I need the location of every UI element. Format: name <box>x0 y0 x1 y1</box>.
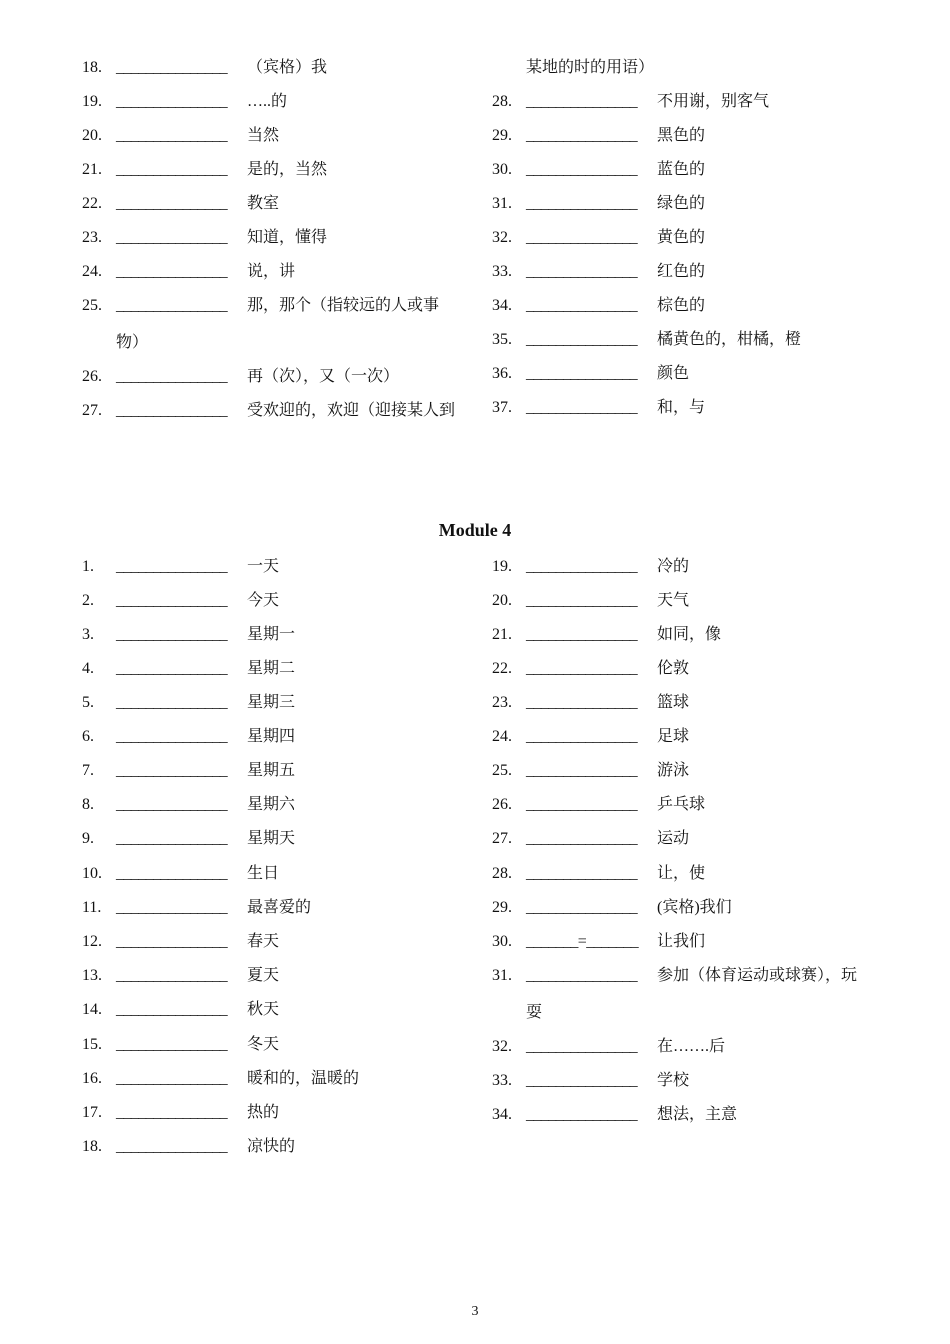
item-number: 17. <box>82 1104 102 1121</box>
item-meaning: 游泳 <box>657 762 690 779</box>
item-number: 36. <box>492 365 512 382</box>
item-number: 33. <box>492 263 512 280</box>
item-number: 16. <box>82 1070 102 1087</box>
item-number: 25. <box>492 762 512 779</box>
item-meaning: 一天 <box>247 558 280 575</box>
item-meaning: 足球 <box>657 728 690 745</box>
answer-blank[interactable]: _______________ <box>526 830 638 847</box>
item-number: 32. <box>492 1038 512 1055</box>
item-meaning: 颜色 <box>657 365 690 382</box>
item-meaning: 星期一 <box>247 626 296 643</box>
item-meaning: 绿色的 <box>657 195 706 212</box>
item-number: 32. <box>492 229 512 246</box>
item-number: 19. <box>82 93 102 110</box>
answer-blank[interactable]: _______________ <box>116 195 228 212</box>
item-meaning: 伦敦 <box>657 660 690 677</box>
answer-blank[interactable]: _______________ <box>116 1138 228 1155</box>
answer-blank[interactable]: _______________ <box>116 967 228 984</box>
answer-blank[interactable]: _______________ <box>116 1001 228 1018</box>
item-meaning: 秋天 <box>247 1001 280 1018</box>
answer-blank[interactable]: _______________ <box>526 93 638 110</box>
item-number: 31. <box>492 195 512 212</box>
item-meaning: 春天 <box>247 933 280 950</box>
page-number: 3 <box>471 1304 479 1319</box>
item-meaning: 冷的 <box>657 558 690 575</box>
answer-blank[interactable]: _______________ <box>116 297 228 314</box>
answer-blank[interactable]: _______________ <box>526 1038 638 1055</box>
item-meaning: 星期五 <box>247 762 296 779</box>
item-number: 20. <box>82 127 102 144</box>
item-meaning-continued: 物） <box>116 334 149 351</box>
answer-blank[interactable]: _______________ <box>526 195 638 212</box>
item-meaning: 当然 <box>247 127 280 144</box>
item-meaning: 夏天 <box>247 967 280 984</box>
answer-blank[interactable]: _______________ <box>116 1070 228 1087</box>
item-number: 25. <box>82 297 102 314</box>
item-meaning: 最喜爱的 <box>247 899 312 916</box>
item-number: 11. <box>82 899 102 916</box>
item-number: 6. <box>82 728 94 745</box>
item-meaning: 知道，懂得 <box>247 229 328 246</box>
item-meaning: 运动 <box>657 830 690 847</box>
answer-blank[interactable]: _______________ <box>526 229 638 246</box>
item-number: 21. <box>82 161 102 178</box>
answer-blank[interactable]: _______________ <box>526 263 638 280</box>
answer-blank[interactable]: _______________ <box>116 830 228 847</box>
item-number: 34. <box>492 1106 512 1123</box>
item-meaning: 和，与 <box>657 399 706 416</box>
item-number: 8. <box>82 796 94 813</box>
answer-blank[interactable]: _______________ <box>116 402 228 419</box>
answer-blank[interactable]: _______________ <box>526 558 638 575</box>
answer-blank[interactable]: _______________ <box>526 626 638 643</box>
answer-blank[interactable]: _______________ <box>526 762 638 779</box>
answer-blank[interactable]: _______________ <box>526 399 638 416</box>
item-number: 22. <box>82 195 102 212</box>
item-meaning: (宾格)我们 <box>657 899 732 916</box>
item-number: 27. <box>82 402 102 419</box>
answer-blank[interactable]: _______________ <box>526 728 638 745</box>
item-number: 14. <box>82 1001 102 1018</box>
answer-blank[interactable]: _______________ <box>526 592 638 609</box>
item-meaning: 乒乓球 <box>657 796 706 813</box>
item-meaning-continued: 某地的时的用语） <box>526 59 655 76</box>
item-number: 9. <box>82 830 94 847</box>
answer-blank[interactable]: _______________ <box>526 967 638 984</box>
answer-blank[interactable]: _______________ <box>116 1036 228 1053</box>
item-meaning: 热的 <box>247 1104 280 1121</box>
answer-blank[interactable]: _______________ <box>116 592 228 609</box>
item-number: 30. <box>492 161 512 178</box>
item-meaning: 教室 <box>247 195 280 212</box>
item-number: 18. <box>82 59 102 76</box>
answer-blank[interactable]: _______________ <box>526 660 638 677</box>
item-number: 33. <box>492 1072 512 1089</box>
item-meaning: 星期六 <box>247 796 296 813</box>
answer-blank[interactable]: _______________ <box>116 660 228 677</box>
answer-blank[interactable]: _______________ <box>116 263 228 280</box>
item-meaning: 想法，主意 <box>657 1106 738 1123</box>
item-number: 21. <box>492 626 512 643</box>
item-number: 19. <box>492 558 512 575</box>
answer-blank[interactable]: _______________ <box>526 127 638 144</box>
module-title: Module 4 <box>438 520 512 540</box>
answer-blank[interactable]: _______________ <box>116 59 228 76</box>
item-number: 28. <box>492 865 512 882</box>
answer-blank[interactable]: _______________ <box>526 161 638 178</box>
answer-blank[interactable]: _______________ <box>116 899 228 916</box>
answer-blank[interactable]: _______________ <box>526 1106 638 1123</box>
item-meaning: 再（次），又（一次） <box>247 368 400 385</box>
item-meaning: 不用谢，别客气 <box>657 93 770 110</box>
item-number: 20. <box>492 592 512 609</box>
item-number: 34. <box>492 297 512 314</box>
item-number: 27. <box>492 830 512 847</box>
item-number: 28. <box>492 93 512 110</box>
item-number: 1. <box>82 558 94 575</box>
item-meaning: 暖和的，温暖的 <box>247 1070 360 1087</box>
item-meaning: 冬天 <box>247 1036 280 1053</box>
item-meaning: 如同，像 <box>657 626 722 643</box>
item-meaning: 学校 <box>657 1072 690 1089</box>
item-number: 10. <box>82 865 102 882</box>
item-number: 23. <box>492 694 512 711</box>
item-number: 23. <box>82 229 102 246</box>
item-meaning: 今天 <box>247 592 280 609</box>
item-meaning: 生日 <box>247 865 280 882</box>
item-number: 7. <box>82 762 94 779</box>
item-meaning: 黑色的 <box>657 127 706 144</box>
answer-blank[interactable]: _______________ <box>116 368 228 385</box>
item-meaning: 是的，当然 <box>247 161 328 178</box>
answer-blank[interactable]: _______________ <box>116 1104 228 1121</box>
item-number: 35. <box>492 331 512 348</box>
answer-blank[interactable]: _______________ <box>526 1072 638 1089</box>
answer-blank[interactable]: _______________ <box>526 865 638 882</box>
item-number: 13. <box>82 967 102 984</box>
item-number: 24. <box>492 728 512 745</box>
answer-blank[interactable]: _______________ <box>116 796 228 813</box>
answer-blank[interactable]: _______________ <box>116 93 228 110</box>
item-number: 18. <box>82 1138 102 1155</box>
answer-blank[interactable]: _______________ <box>116 626 228 643</box>
item-meaning: （宾格）我 <box>247 59 328 76</box>
answer-blank[interactable]: _______________ <box>526 365 638 382</box>
item-number: 3. <box>82 626 94 643</box>
answer-blank[interactable]: _______________ <box>116 558 228 575</box>
item-meaning: 星期二 <box>247 660 296 677</box>
item-meaning: 篮球 <box>657 694 690 711</box>
item-number: 24. <box>82 263 102 280</box>
item-meaning: 凉快的 <box>247 1138 296 1155</box>
item-number: 30. <box>492 933 512 950</box>
item-number: 29. <box>492 127 512 144</box>
item-meaning: 棕色的 <box>657 297 706 314</box>
item-number: 31. <box>492 967 512 984</box>
item-meaning: 让我们 <box>657 933 706 950</box>
item-number: 26. <box>82 368 102 385</box>
answer-blank[interactable]: _______________ <box>116 933 228 950</box>
answer-blank[interactable]: _______________ <box>116 865 228 882</box>
item-number: 15. <box>82 1036 102 1053</box>
item-number: 12. <box>82 933 102 950</box>
answer-blank[interactable]: _______________ <box>526 297 638 314</box>
item-meaning-continued: 耍 <box>526 1004 543 1021</box>
answer-blank[interactable]: _______________ <box>526 899 638 916</box>
item-meaning: 蓝色的 <box>657 161 706 178</box>
item-meaning: 橘黄色的，柑橘，橙 <box>657 331 802 348</box>
answer-blank[interactable]: _______________ <box>526 694 638 711</box>
item-meaning: 说，讲 <box>247 263 296 280</box>
item-meaning: 天气 <box>657 592 690 609</box>
item-number: 22. <box>492 660 512 677</box>
item-meaning: 那，那个（指较远的人或事 <box>247 297 440 314</box>
answer-blank[interactable]: _______________ <box>116 694 228 711</box>
item-meaning: 星期三 <box>247 694 296 711</box>
answer-blank[interactable]: _______________ <box>116 161 228 178</box>
item-meaning: 参加（体育运动或球赛），玩 <box>657 967 858 984</box>
item-meaning: 红色的 <box>657 263 706 280</box>
item-meaning: 星期四 <box>247 728 296 745</box>
item-meaning: 在…….后 <box>657 1038 726 1055</box>
answer-blank[interactable]: _______________ <box>526 796 638 813</box>
item-number: 2. <box>82 592 94 609</box>
item-meaning: 受欢迎的，欢迎（迎接某人到 <box>247 402 456 419</box>
item-number: 37. <box>492 399 512 416</box>
answer-blank[interactable]: _______=_______ <box>526 933 639 950</box>
answer-blank[interactable]: _______________ <box>116 229 228 246</box>
item-number: 29. <box>492 899 512 916</box>
item-meaning: 黄色的 <box>657 229 706 246</box>
answer-blank[interactable]: _______________ <box>116 127 228 144</box>
item-meaning: …..的 <box>247 93 288 110</box>
item-meaning: 星期天 <box>247 830 296 847</box>
item-number: 26. <box>492 796 512 813</box>
item-number: 4. <box>82 660 94 677</box>
item-meaning: 让，使 <box>657 865 706 882</box>
answer-blank[interactable]: _______________ <box>116 728 228 745</box>
item-number: 5. <box>82 694 94 711</box>
answer-blank[interactable]: _______________ <box>116 762 228 779</box>
answer-blank[interactable]: _______________ <box>526 331 638 348</box>
